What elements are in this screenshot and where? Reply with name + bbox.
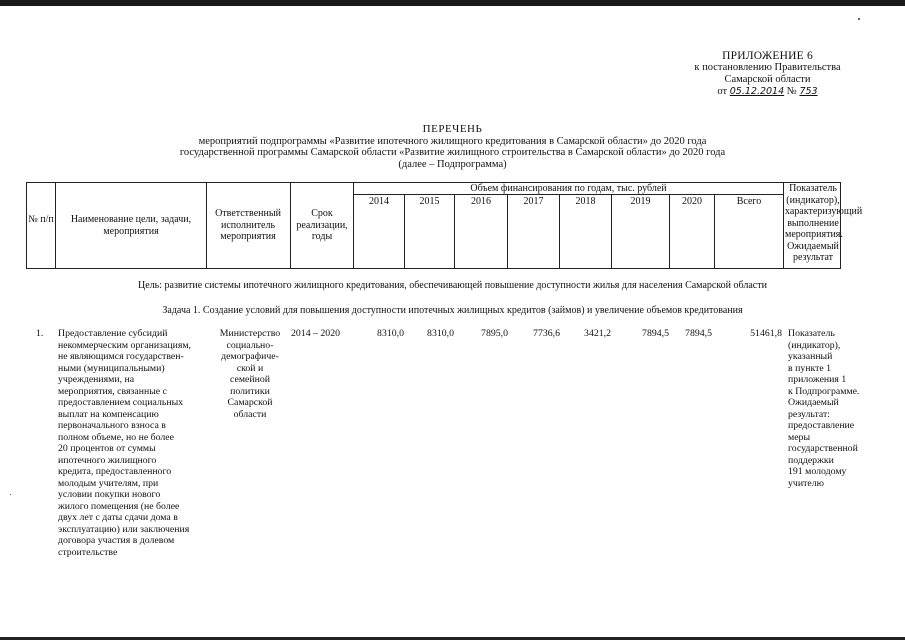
appendix-date-prefix: от	[717, 86, 728, 97]
row-name-line: строительстве	[58, 546, 118, 558]
row-indicator-line: 191 молодому	[788, 466, 847, 477]
row-name-line: жилого помещения (не более	[58, 500, 180, 512]
appendix-line-2: Самарской области	[724, 74, 811, 85]
row-name-line: двух лет с даты сдачи дома в	[58, 512, 178, 523]
header-year-2020: 2020	[682, 196, 702, 207]
row-name-line: мероприятия, связанные с	[58, 385, 167, 397]
row-executor-line: политики	[230, 385, 270, 397]
row-indicator-line: приложения 1	[788, 374, 847, 385]
row-indicator-line: государственной	[788, 443, 858, 454]
row-name-line: первоначального взноса в	[58, 420, 166, 431]
appendix-date: 05.12.2014	[729, 86, 785, 97]
row-executor-line: демографиче-	[221, 351, 279, 362]
appendix-date-line	[640, 86, 895, 98]
row-indicator-line: Показатель	[788, 328, 835, 339]
row-term: 2014 – 2020	[291, 328, 340, 339]
scan-speck	[10, 494, 11, 495]
row-value-2018: 3421,2	[584, 328, 611, 339]
row-name-line: молодым учителям, при	[58, 477, 159, 489]
grid-line	[783, 182, 784, 269]
row-total: 51461,8	[750, 328, 782, 339]
document-heading	[0, 124, 905, 170]
row-name-line: ными (муниципальными)	[58, 362, 165, 374]
header-name: Наименование цели, задачи, мероприятия	[70, 214, 192, 237]
header-num: № п/п	[28, 214, 54, 225]
row-indicator-line: в пункте 1	[788, 362, 832, 374]
row-indicator-line: меры	[788, 431, 811, 443]
row-indicator-line: учителю	[788, 477, 824, 489]
row-indicator-line: результат:	[788, 408, 830, 420]
heading-line-2: государственной программы Самарской области «Развитие жилищного строительства в Самарской области» до 2020 года	[179, 147, 726, 158]
appendix-block	[640, 50, 895, 98]
row-value-2014: 8310,0	[377, 328, 404, 339]
row-indicator-line: предоставление	[788, 420, 855, 431]
header-term: Срок реализации, годы	[296, 208, 348, 242]
row-indicator-line: указанный	[788, 351, 833, 362]
table-header	[26, 182, 863, 268]
row-executor-line: социально-	[226, 339, 274, 351]
header-year-2014: 2014	[369, 196, 389, 207]
row-name-line: договора участия в долевом	[58, 535, 175, 546]
row-name-line: предоставлением социальных	[58, 397, 184, 408]
row-name-line: ипотечного жилищного	[58, 454, 157, 466]
row-name-line: выплат на компенсацию	[58, 408, 159, 420]
grid-line	[290, 182, 291, 269]
row-name-line: Предоставление субсидий	[58, 328, 168, 339]
appendix-title: ПРИЛОЖЕНИЕ 6	[722, 50, 813, 62]
row-name	[58, 328, 208, 558]
appendix-number-prefix: №	[786, 86, 797, 97]
scan-top-edge	[0, 0, 905, 6]
row-value-2017: 7736,6	[533, 328, 560, 339]
row-name-line: учреждениями, на	[58, 374, 135, 385]
row-indicator-line: Ожидаемый	[788, 397, 839, 408]
goal-text: Цель: развитие системы ипотечного жилищного кредитования, обеспечивающей повышение доступности жилья для населения Самарской области	[138, 280, 767, 291]
heading-line-1: мероприятий подпрограммы «Развитие ипотечного жилищного кредитования в Самарской области» до 2020 года	[198, 135, 707, 147]
row-executor-line: семейной	[230, 374, 270, 385]
header-indicator: Показатель (индикатор), характеризующий выполнение мероприятия. Ожидаемый результат	[785, 183, 863, 263]
header-funding: Объем финансирования по годам, тыс. рублей	[470, 183, 667, 194]
header-total: Всего	[736, 196, 762, 207]
row-name-line: кредита, предоставленного	[58, 466, 172, 477]
row-name-line: эксплуатацию) или заключения	[58, 523, 190, 535]
header-year-2017: 2017	[523, 196, 544, 207]
header-year-2016: 2016	[471, 196, 491, 207]
row-name-line: не являющимся государствен-	[58, 351, 184, 362]
row-value-2016: 7895,0	[481, 328, 508, 339]
row-indicator-line: к Подпрограмме.	[788, 385, 860, 397]
row-executor-line: Министерство	[219, 328, 281, 339]
heading-line-3: (далее – Подпрограмма)	[398, 158, 507, 170]
row-executor-line: области	[233, 408, 267, 420]
grid-line	[26, 182, 27, 269]
row-indicator-line: поддержки	[788, 454, 834, 466]
header-year-2018: 2018	[575, 196, 596, 207]
grid-line	[55, 182, 56, 269]
appendix-number: 753	[799, 86, 818, 97]
row-indicator-line: (индикатор),	[788, 339, 841, 351]
task-text: Задача 1. Создание условий для повышения доступности ипотечных жилищных кредитов (займов) и увеличение объемов кредитования	[162, 305, 743, 316]
row-name-line: полном объеме, но не более	[58, 431, 174, 443]
scan-speck	[858, 18, 860, 20]
heading-title: ПЕРЕЧЕНЬ	[422, 123, 483, 135]
row-value-2020: 7894,5	[685, 328, 712, 339]
row-num: 1.	[36, 328, 44, 339]
row-value-2019: 7894,5	[642, 328, 669, 339]
row-executor	[210, 328, 290, 420]
grid-line	[206, 182, 207, 269]
grid-line	[26, 268, 841, 269]
row-name-line: 20 процентов от суммы	[58, 443, 156, 454]
appendix-line-1: к постановлению Правительства	[694, 62, 841, 73]
row-executor-line: Самарской	[227, 397, 273, 408]
header-year-2015: 2015	[419, 196, 440, 207]
header-executor: Ответственный исполнитель мероприятия	[215, 208, 281, 242]
row-value-2015: 8310,0	[427, 328, 454, 339]
header-year-2019: 2019	[630, 196, 651, 207]
row-name-line: некоммерческим организациям,	[58, 339, 191, 351]
row-executor-line: ской и	[236, 362, 264, 374]
row-indicator	[788, 328, 868, 489]
row-name-line: условии покупки нового	[58, 489, 161, 500]
